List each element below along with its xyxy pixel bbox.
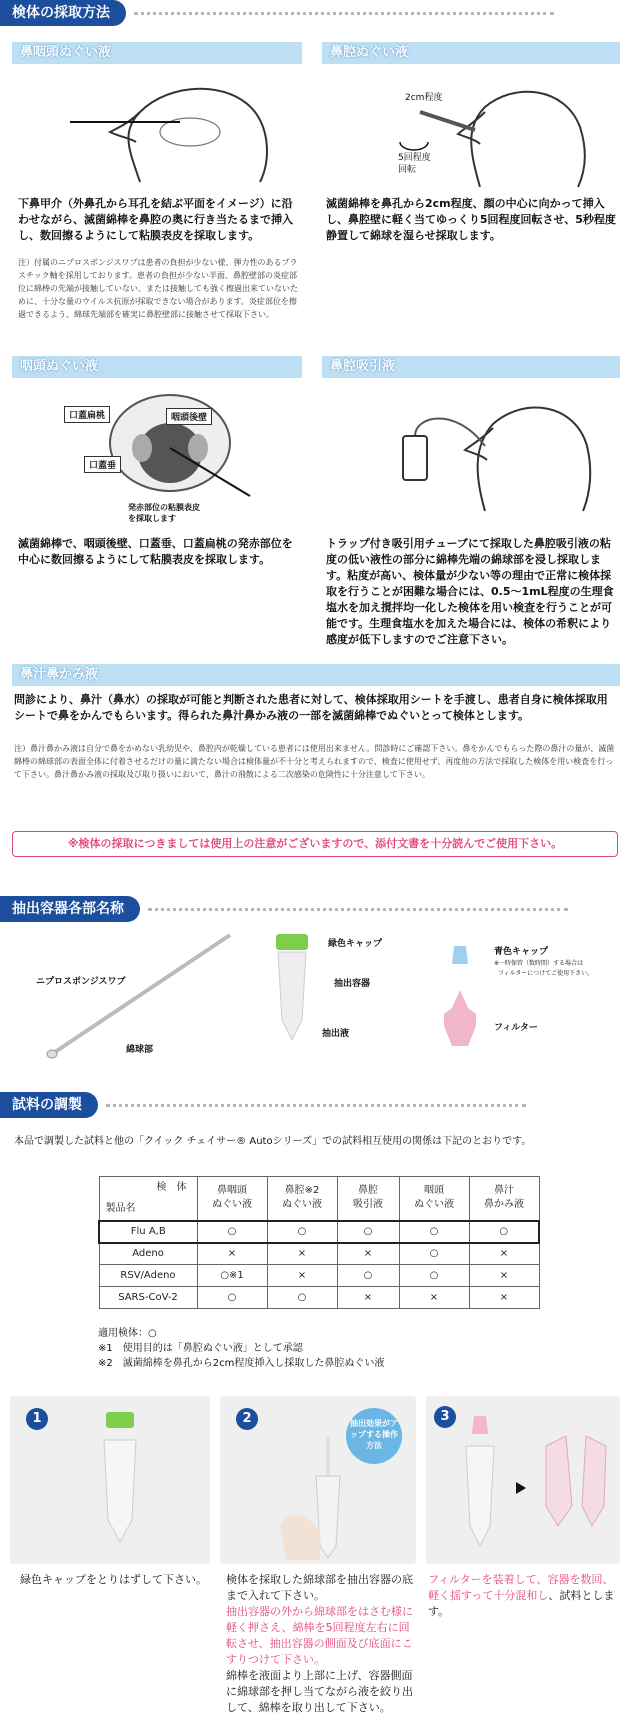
mix-illustration xyxy=(446,1416,616,1556)
cell: ○ xyxy=(337,1221,399,1243)
container-open-illustration xyxy=(90,1410,150,1550)
corner-bottom: 製品名 xyxy=(105,1202,136,1214)
method-note-nasopharynx: 注）付属のニプロスポンジスワブは患者の負担が少ない様、弾力性のあるプラスチック軸を採用しております。患者の負担が少ない半面、鼻腔壁部の炎症部位に綿棒の先端が接触していない、または接触しても強く擦過出来ていないために、十分な量のウイルス抗原が採取できない場合があります。炎症部位を擦過できるよう、綿球先端部を確実に鼻腔壁部に接触させて採取下さい。 xyxy=(18,258,298,319)
section-header-prep xyxy=(0,1092,526,1118)
section-header-sampling xyxy=(0,0,554,26)
row-name: SARS-CoV-2 xyxy=(99,1287,197,1309)
divider xyxy=(106,1104,526,1107)
label-tonsil: 口蓋扁桃 xyxy=(64,406,110,423)
swab-illustration xyxy=(40,930,240,1060)
label-cotton: 綿球部 xyxy=(126,1045,154,1055)
filter-illustration xyxy=(440,942,480,1052)
label-swab: ニプロスポンジスワブ xyxy=(36,977,126,987)
method-title-throat: 咽頭ぬぐい液 xyxy=(12,356,302,378)
section-header-parts xyxy=(0,896,568,922)
nasopharynx-illustration xyxy=(60,72,280,192)
cell: × xyxy=(267,1265,337,1287)
method-title-nasal: 鼻腔ぬぐい液 xyxy=(322,42,620,64)
table-corner xyxy=(99,1177,197,1221)
step-3-text-rest: 、試料とします。 xyxy=(428,1589,615,1618)
label-red-2: を採取します xyxy=(128,514,176,523)
col-header: 咽頭 ぬぐい液 xyxy=(399,1177,469,1221)
cell: ○※1 xyxy=(197,1265,267,1287)
squeeze-illustration xyxy=(260,1436,370,1560)
cell: ○ xyxy=(399,1221,469,1243)
col-header: 鼻汁 鼻かみ液 xyxy=(469,1177,539,1221)
step-2-text-c: 綿棒を液面より上部に上げ、容器側面に綿球部を押し当てながら液を絞り出して、綿棒を取り出して下さい。 xyxy=(226,1669,413,1714)
method-text-aspirate: トラップ付き吸引用チューブにて採取した鼻腔吸引液の粘度の低い液性の部分に綿棒先端の綿球部を浸し採取します。粘度が高い、検体量が少ない等の理由で正常に検体採取を行うことが困難な場合には、0.5～1mL程度の生理食塩水を加え撹拌均一化した検体を用い検査を行うことが可能です。生理食塩水を加えた場合には、検体の希釈により感度が低下しますのでご注意下さい。 xyxy=(326,537,614,646)
label-liquid: 抽出液 xyxy=(322,1029,350,1039)
col-header: 鼻腔※2 ぬぐい液 xyxy=(267,1177,337,1221)
cell: × xyxy=(469,1265,539,1287)
divider xyxy=(148,908,568,911)
section-title: 検体の採取方法 xyxy=(0,0,126,26)
step-number: 2 xyxy=(236,1408,258,1430)
row-name: Adeno xyxy=(99,1243,197,1265)
method-title-blow: 鼻汁鼻かみ液 xyxy=(12,664,620,686)
legend-note-2: ※2 滅菌綿棒を鼻孔から2cm程度挿入し採取した鼻腔ぬぐい液 xyxy=(98,1358,385,1369)
cell: × xyxy=(337,1243,399,1265)
col-header: 鼻腔 吸引液 xyxy=(337,1177,399,1221)
label-rotate-2: 回転 xyxy=(398,165,417,175)
warning-banner: ※検体の採取につきましては使用上の注意がございますので、添付文書を十分読んでご使用下さい。 xyxy=(12,831,618,857)
legend-applicable: 適用検体：○ xyxy=(98,1328,157,1339)
label-blue-note-1: ※一時保管（数時間）する場合は xyxy=(494,960,584,967)
label-2cm: 2cm程度 xyxy=(405,93,443,103)
method-text-nasal: 滅菌綿棒を鼻孔から2cm程度、顔の中心に向かって挿入し、鼻腔壁に軽く当てゆっくり5回程度回転させ、5秒程度静置して綿球を湿らせ採取します。 xyxy=(326,197,616,242)
prep-intro: 本品で調製した試料と他の「クイック チェイサー® Autoシリーズ」での試料相互使用の関係は下記のとおりです。 xyxy=(14,1136,532,1147)
section-title: 試料の調製 xyxy=(0,1092,98,1118)
compatibility-table xyxy=(98,1176,540,1309)
step-2-text-a: 検体を採取した綿球部を抽出容器の底まで入れて下さい。 xyxy=(226,1573,413,1602)
cell: ○ xyxy=(197,1287,267,1309)
step-2-panel xyxy=(220,1396,416,1564)
label-blue-note-2: フィルターにつけてご使用下さい。 xyxy=(498,970,594,977)
table-row xyxy=(99,1243,539,1265)
row-name: RSV/Adeno xyxy=(99,1265,197,1287)
cell: × xyxy=(267,1243,337,1265)
step-3-text-highlight: フィルターを装着して、容器を数回、軽く揺すって十分混和し xyxy=(428,1573,614,1602)
method-title-aspirate: 鼻腔吸引液 xyxy=(322,356,620,378)
table-row xyxy=(99,1265,539,1287)
cell: ○ xyxy=(399,1243,469,1265)
step-3-text xyxy=(428,1572,618,1620)
cell: ○ xyxy=(267,1287,337,1309)
cell: ○ xyxy=(197,1221,267,1243)
method-text-nasopharynx: 下鼻甲介（外鼻孔から耳孔を結ぶ平面をイメージ）に沿わせながら、滅菌綿棒を鼻腔の奥に行き当たるまで挿入し、数回擦るようにして粘膜表皮を採取します。 xyxy=(18,197,293,242)
container-illustration xyxy=(262,930,322,1050)
method-text-throat: 滅菌綿棒で、咽頭後壁、口蓋垂、口蓋扁桃の発赤部位を中心に数回擦るようにして粘膜表皮を採取します。 xyxy=(18,537,293,566)
col-header: 鼻咽頭 ぬぐい液 xyxy=(197,1177,267,1221)
cell: ○ xyxy=(399,1265,469,1287)
label-red-1: 発赤部位の粘膜表皮 xyxy=(128,503,200,512)
table-row xyxy=(99,1287,539,1309)
cell: ○ xyxy=(469,1221,539,1243)
aspirate-illustration xyxy=(395,386,595,516)
table-row xyxy=(99,1221,539,1243)
cell: ○ xyxy=(267,1221,337,1243)
label-blue-cap: 青色キャップ xyxy=(494,947,549,957)
cell: ○ xyxy=(337,1265,399,1287)
row-name: Flu A,B xyxy=(99,1221,197,1243)
step-1-panel xyxy=(10,1396,210,1564)
label-filter: フィルター xyxy=(494,1023,538,1033)
badge-tip: 抽出効果がアップする操作方法 xyxy=(346,1408,402,1464)
step-2-text-b: 抽出容器の外から綿球部をはさむ様に軽く押さえ、綿棒を5回程度左右に回転させ、抽出容器の側面及び底面にこすりつけて下さい。 xyxy=(226,1605,413,1666)
step-number: 1 xyxy=(26,1408,48,1430)
method-text-blow: 問診により、鼻汁（鼻水）の採取が可能と判断された患者に対して、検体採取用シートを手渡し、患者自身に検体採取用シートで鼻をかんでもらいます。得られた鼻汁鼻かみ液の一部を滅菌綿棒でぬぐいとって検体とします。 xyxy=(14,693,608,722)
legend-note-1: ※1 使用目的は「鼻腔ぬぐい液」として承認 xyxy=(98,1343,303,1354)
label-green-cap: 緑色キャップ xyxy=(328,939,383,949)
method-title-nasopharynx: 鼻咽頭ぬぐい液 xyxy=(12,42,302,64)
cell: × xyxy=(197,1243,267,1265)
label-container: 抽出容器 xyxy=(334,979,371,989)
cell: × xyxy=(337,1287,399,1309)
cell: × xyxy=(399,1287,469,1309)
throat-illustration xyxy=(90,388,270,498)
label-pharyngeal-wall: 咽頭後壁 xyxy=(166,408,212,425)
label-uvula: 口蓋垂 xyxy=(84,456,121,473)
step-number: 3 xyxy=(434,1406,456,1428)
cell: × xyxy=(469,1243,539,1265)
step-3-panel xyxy=(426,1396,620,1564)
corner-top: 検 体 xyxy=(156,1182,187,1193)
step-1-text: 緑色キャップをとりはずして下さい。 xyxy=(20,1573,207,1586)
label-rotate-1: 5回程度 xyxy=(398,153,431,163)
section-title: 抽出容器各部名称 xyxy=(0,896,140,922)
divider xyxy=(134,12,554,15)
cell: × xyxy=(469,1287,539,1309)
method-note-blow: 注）鼻汁鼻かみ液は自分で鼻をかめない乳幼児や、鼻腔内が乾燥している患者には使用出来ません。問診時にご確認下さい。鼻をかんでもらった際の鼻汁の量が、滅菌綿棒の綿球部の表面全体に付着させるだけの量に満たない場合は検体量が不十分と考えられますので、検査に使用せず、再度他の方法で採取した検体を用い検査を行って下さい。鼻汁鼻かみ液の採取及び取り扱いにおいて、鼻汁の飛散による二次感染の危険性に十分注意して下さい。 xyxy=(14,744,615,779)
